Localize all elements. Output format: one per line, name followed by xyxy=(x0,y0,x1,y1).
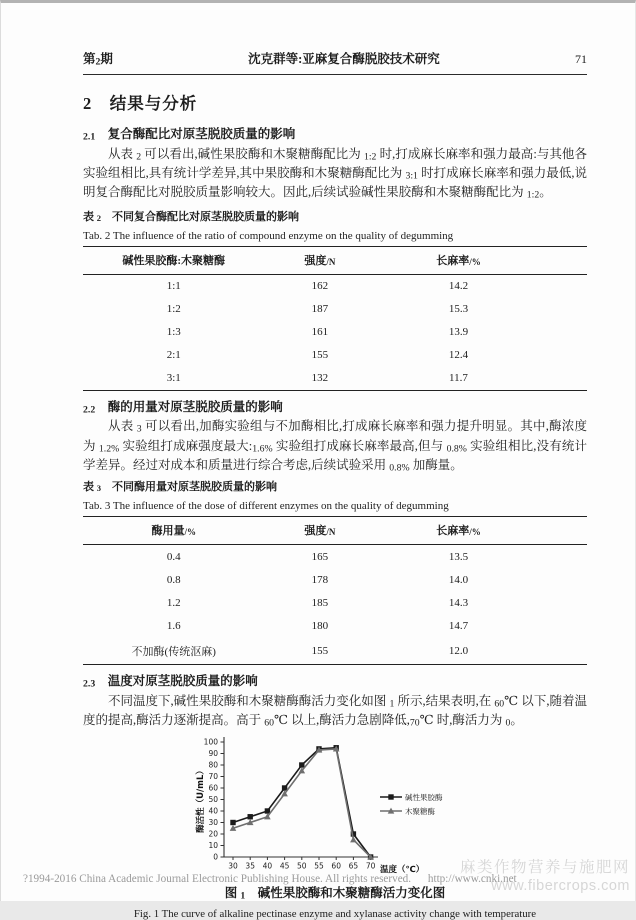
svg-text:65: 65 xyxy=(348,861,359,871)
svg-text:40: 40 xyxy=(262,861,273,871)
table3-col-strength: 强度/N xyxy=(264,517,375,545)
table3-col-dose: 酶用量/% xyxy=(83,517,264,545)
svg-text:木聚糖酶: 木聚糖酶 xyxy=(405,807,435,817)
table-row: 1:3 161 13.9 xyxy=(166,326,469,339)
svg-text:碱性果胶酶: 碱性果胶酶 xyxy=(405,793,443,803)
page-header xyxy=(83,49,587,75)
svg-text:45: 45 xyxy=(279,861,290,871)
table2-header-row xyxy=(83,247,587,275)
svg-text:温度（℃）: 温度（℃） xyxy=(380,865,425,876)
svg-text:70: 70 xyxy=(365,861,376,871)
svg-text:60: 60 xyxy=(208,783,218,793)
table3-caption-cn: 表 3 不同酶用量对原茎脱胶质量的影响 xyxy=(83,481,278,494)
svg-text:70: 70 xyxy=(208,772,218,782)
svg-text:酶活性（U/mL）: 酶活性（U/mL） xyxy=(196,766,206,834)
svg-text:55: 55 xyxy=(314,861,324,871)
table2-col-filler xyxy=(542,247,587,275)
svg-text:10: 10 xyxy=(208,841,218,851)
cnki-url: http://www.cnki.net xyxy=(427,873,517,885)
table-2 xyxy=(83,246,587,391)
subsection-heading-2-2: 2.2 酶的用量对原茎脱胶质量的影响 xyxy=(83,399,283,416)
table-3 xyxy=(83,516,587,665)
table3-header-row xyxy=(83,517,587,545)
table-row: 3:1 132 11.7 xyxy=(166,372,468,385)
table-row: 1.6 180 14.7 xyxy=(166,619,469,632)
svg-text:50: 50 xyxy=(297,861,307,871)
site-watermark xyxy=(460,859,630,895)
svg-text:30: 30 xyxy=(228,861,238,871)
subsection-heading-2-3: 2.3 温度对原茎脱胶质量的影响 xyxy=(83,674,258,690)
svg-text:90: 90 xyxy=(208,749,218,759)
table-row: 2:1 155 12.4 xyxy=(166,349,469,362)
table3-col-filler xyxy=(542,517,587,545)
svg-text:50: 50 xyxy=(208,795,218,805)
svg-text:20: 20 xyxy=(208,829,218,839)
table-row: 1.2 185 14.3 xyxy=(166,596,469,609)
table-row: 0.8 178 14.0 xyxy=(166,573,469,586)
table3-col-long-fiber-rate: 长麻率/% xyxy=(375,517,541,545)
table2-col-long-fiber-rate: 长麻率/% xyxy=(375,247,541,275)
page-number: 71 xyxy=(574,52,587,66)
table-row: 1:2 187 15.3 xyxy=(166,303,469,316)
svg-text:30: 30 xyxy=(208,818,218,828)
svg-text:60: 60 xyxy=(331,861,341,871)
table2-col-ratio: 碱性果胶酶:木聚糖酶 xyxy=(83,247,264,275)
watermark-site-url: www.fibercrops.com xyxy=(491,878,630,894)
page-content xyxy=(83,3,587,920)
figure1-caption-cn: 图 1 碱性果胶酶和木聚糖酶活力变化图 xyxy=(224,886,446,902)
svg-text:35: 35 xyxy=(245,861,255,871)
table2-col-strength: 强度/N xyxy=(264,247,375,275)
table3-caption-en: Tab. 3 The influence of the dose of different enzymes on the quality of degumming xyxy=(83,500,449,513)
svg-text:80: 80 xyxy=(208,760,218,770)
figure1-caption-en: Fig. 1 The curve of alkaline pectinase enzyme and xylanase activity change with temperature xyxy=(133,907,537,920)
paragraph-2-2: 从表 3 可以看出,加酶实验组与不加酶相比,打成麻长麻率和强力提升明显。其中,酶浓度为 1.2% 实验组打成麻强度最大:1.6% 实验组打成麻长麻率最高,但与 0.8% 实验组相比,没有统计学差异。经过对成本和质量进行综合考虑,后续试验采用 0.8% 加酶量。 xyxy=(83,419,587,474)
table-row: 0.4 165 13.5 xyxy=(166,550,469,563)
paragraph-2-3: 不同温度下,碱性果胶酶和木聚糖酶酶活力变化如图 1 所示,结果表明,在 60℃ 以下,随着温度的提高,酶活力逐渐提高。高于 60℃ 以上,酶活力急剧降低,70℃ 时,酶活力为 0。 xyxy=(83,693,587,729)
copyright-text: ?1994-2016 China Academic Journal Electronic Publishing House. All rights reserved. xyxy=(23,873,412,885)
table2-caption-en: Tab. 2 The influence of the ratio of compound enzyme on the quality of degumming xyxy=(83,229,454,242)
watermark-site-name: 麻类作物营养与施肥网 xyxy=(459,859,630,876)
table-row: 1:1 162 14.2 xyxy=(166,280,469,293)
subsection-heading-2-1: 2.1 复合酶配比对原茎脱胶质量的影响 xyxy=(83,127,296,143)
svg-text:40: 40 xyxy=(208,806,218,816)
table2-caption-cn: 表 2 不同复合酶配比对原茎脱胶质量的影响 xyxy=(83,210,300,223)
paragraph-2-1: 从表 2 可以看出,碱性果胶酶和木聚糖酶配比为 1:2 时,打成麻长麻率和强力最高:与其他各实验组相比,具有统计学差异,其中果胶酶和木聚糖酶配比为 3:1 时打成麻长麻率和强力最低,说明复合酶配比对脱胶质量影响较大。因此,后续试验碱性果胶酶和木聚糖酶配比为 1:2。 xyxy=(83,146,587,201)
table-row: 不加酶(传统沤麻) 155 12.0 xyxy=(131,644,469,658)
section-heading-results: 2 结果与分析 xyxy=(83,94,198,114)
svg-text:0: 0 xyxy=(213,852,218,862)
issue-number: 第2期 xyxy=(83,52,113,68)
running-title: 沈克群等:亚麻复合酶脱胶技术研究 xyxy=(248,52,440,66)
svg-text:100: 100 xyxy=(203,737,218,747)
